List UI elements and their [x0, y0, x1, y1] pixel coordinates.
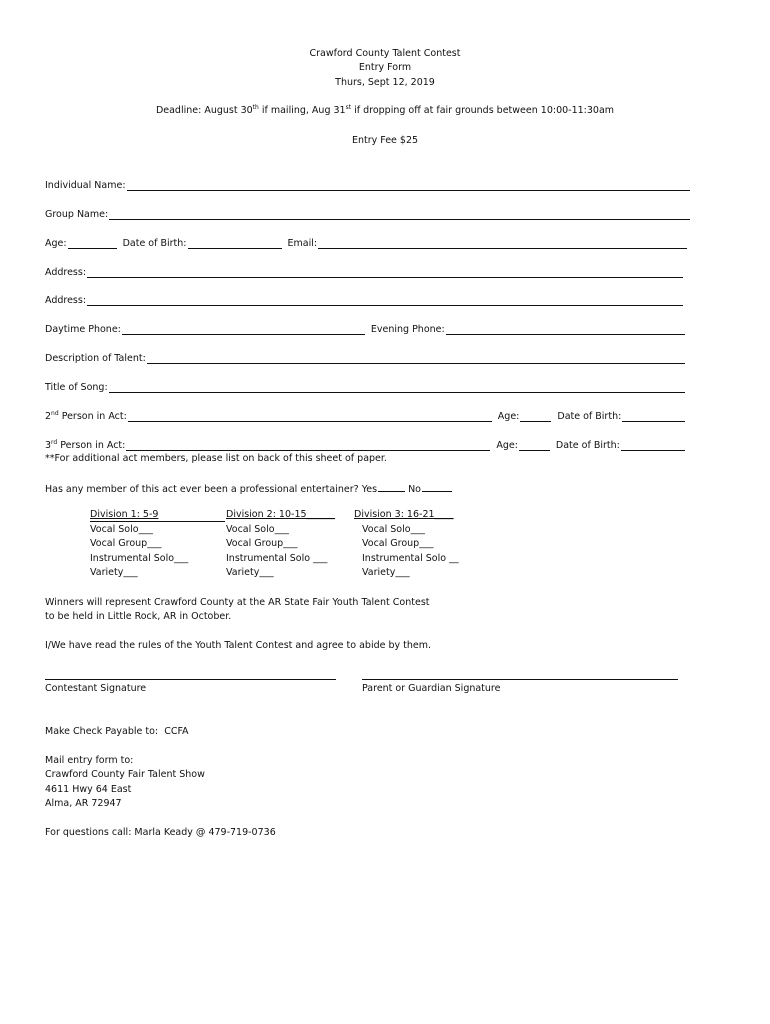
- mail-label: Mail entry form to:: [45, 755, 134, 766]
- person-2-dob-input[interactable]: [622, 411, 685, 422]
- person-2-name-input[interactable]: [128, 411, 492, 422]
- payment-info: Make Check Payable to: CCFA: [45, 726, 189, 737]
- group-name-input[interactable]: [109, 209, 690, 220]
- mail-address-line-3: Alma, AR 72947: [45, 798, 122, 809]
- person-3-row: 3rd Person in Act: Age: Date of Birth:: [45, 437, 685, 451]
- division-1-column: [90, 509, 188, 582]
- contestant-signature-label: Contestant Signature: [45, 683, 147, 694]
- division-3-instrumental-solo[interactable]: Instrumental Solo __: [362, 552, 459, 564]
- division-2-title: Division 2: 10-15______: [226, 509, 336, 520]
- division-2-variety[interactable]: Variety___: [226, 567, 274, 579]
- individual-name-field: Individual Name:: [45, 177, 690, 191]
- person-2-row: 2nd Person in Act: Age: Date of Birth:: [45, 408, 685, 422]
- address-field-2: Address:: [45, 292, 683, 306]
- division-1-underline: [90, 521, 225, 522]
- address-input-2[interactable]: [87, 295, 683, 306]
- individual-name-input[interactable]: [127, 180, 690, 191]
- form-title: Crawford County Talent Contest: [309, 48, 461, 59]
- yes-blank[interactable]: [378, 482, 405, 492]
- guardian-signature-label: Parent or Guardian Signature: [362, 683, 501, 694]
- evening-phone-input[interactable]: [446, 324, 685, 335]
- mail-address-line-2: 4611 Hwy 64 East: [45, 784, 132, 795]
- additional-members-note: **For additional act members, please list on back of this sheet of paper.: [45, 453, 387, 464]
- guardian-signature-line[interactable]: [362, 679, 678, 680]
- division-3-variety[interactable]: Variety___: [362, 567, 410, 579]
- song-title-field: Title of Song:: [45, 379, 685, 393]
- daytime-phone-input[interactable]: [122, 324, 365, 335]
- no-blank[interactable]: [422, 482, 452, 492]
- division-2-column: [226, 509, 335, 582]
- contestant-signature-line[interactable]: [45, 679, 336, 680]
- entry-fee: Entry Fee $25: [351, 135, 419, 146]
- mail-address-line-1: Crawford County Fair Talent Show: [45, 769, 205, 780]
- division-1-vocal-group[interactable]: Vocal Group___: [90, 538, 162, 550]
- division-2-vocal-group[interactable]: Vocal Group___: [226, 538, 298, 550]
- talent-description-field: Description of Talent:: [45, 350, 685, 364]
- person-3-name-input[interactable]: [126, 440, 490, 451]
- age-input[interactable]: [68, 238, 117, 249]
- group-name-field: Group Name:: [45, 206, 690, 220]
- form-subtitle: Entry Form: [358, 62, 412, 73]
- division-3-vocal-solo[interactable]: Vocal Solo___: [362, 523, 425, 535]
- person-3-dob-input[interactable]: [621, 440, 685, 451]
- deadline-text: Deadline: August 30th if mailing, Aug 31st if dropping off at fair grounds between 10:00-11:30am: [155, 104, 615, 116]
- division-1-variety[interactable]: Variety___: [90, 567, 138, 579]
- dob-input[interactable]: [188, 238, 282, 249]
- address-field-1: Address:: [45, 264, 683, 278]
- division-3-column: [354, 509, 459, 582]
- winners-line-2: to be held in Little Rock, AR in October.: [45, 611, 232, 622]
- contact-info: For questions call: Marla Keady @ 479-719-0736: [45, 827, 276, 838]
- agreement-text: I/We have read the rules of the Youth Talent Contest and agree to abide by them.: [45, 640, 432, 651]
- song-title-input[interactable]: [109, 382, 685, 393]
- email-input[interactable]: [318, 238, 687, 249]
- division-1-title: Division 1: 5-9: [90, 509, 159, 520]
- address-input-1[interactable]: [87, 267, 683, 278]
- division-1-vocal-solo[interactable]: Vocal Solo___: [90, 523, 153, 535]
- division-1-instrumental-solo[interactable]: Instrumental Solo___: [90, 552, 189, 564]
- division-2-vocal-solo[interactable]: Vocal Solo___: [226, 523, 289, 535]
- division-2-instrumental-solo[interactable]: Instrumental Solo ___: [226, 552, 328, 564]
- talent-description-input[interactable]: [147, 353, 685, 364]
- person-2-age-input[interactable]: [520, 411, 551, 422]
- winners-line-1: Winners will represent Crawford County at the AR State Fair Youth Talent Contest: [45, 597, 430, 608]
- professional-question: Has any member of this act ever been a professional entertainer? Yes No: [45, 482, 452, 495]
- division-3-vocal-group[interactable]: Vocal Group___: [362, 538, 434, 550]
- phone-row: Daytime Phone: Evening Phone:: [45, 321, 685, 335]
- age-dob-email-row: Age: Date of Birth: Email:: [45, 235, 687, 249]
- division-3-title: Division 3: 16-21____: [354, 509, 454, 520]
- person-3-age-input[interactable]: [519, 440, 550, 451]
- event-date: Thurs, Sept 12, 2019: [335, 77, 435, 88]
